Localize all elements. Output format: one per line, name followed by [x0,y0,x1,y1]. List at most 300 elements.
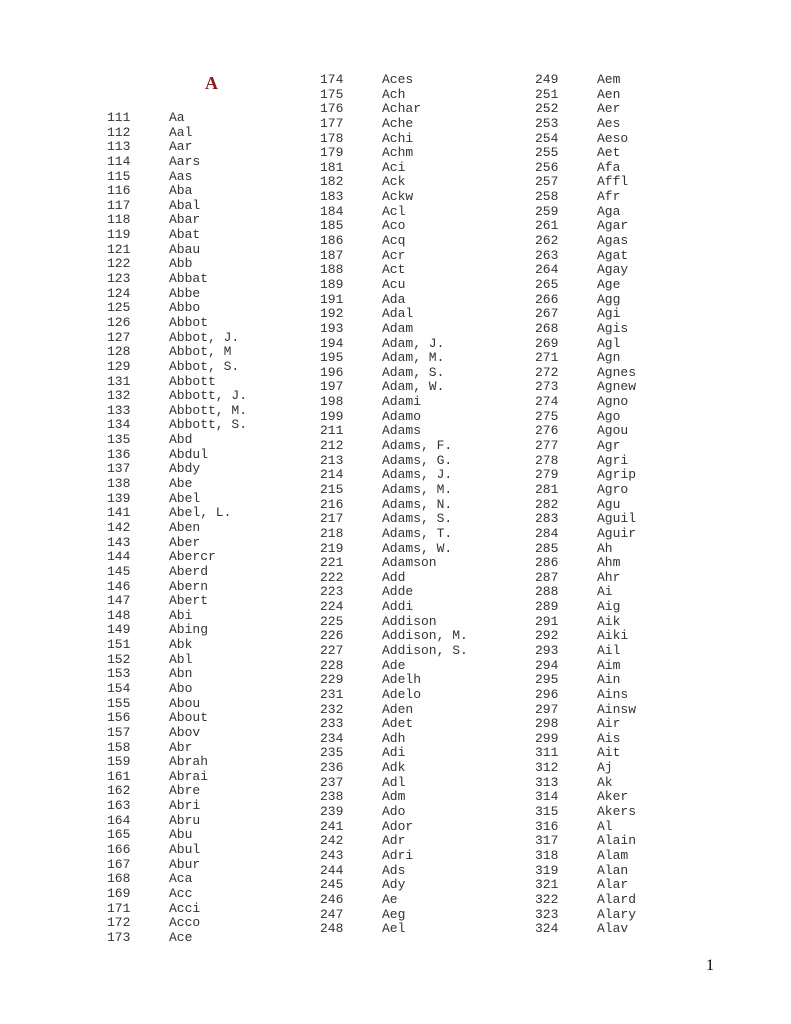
entry-name: Achi [382,130,414,146]
entry-name: Alard [597,891,637,907]
entry-name: Afa [597,159,621,175]
entry-number: 184 [320,203,344,219]
entry-name: Adam, S. [382,364,445,380]
index-entry [320,659,468,674]
index-entry [535,454,636,469]
index-entry [535,834,636,849]
index-entry [320,542,468,557]
entry-name: Adams, M. [382,481,453,497]
entry-number: 139 [107,490,131,506]
entry-number: 161 [107,768,131,784]
entry-name: Adamson [382,555,437,571]
entry-number: 173 [107,929,131,945]
entry-name: Aa [169,110,185,125]
entry-name: Addison, S. [382,642,468,658]
entry-number: 135 [107,432,131,448]
index-entry [320,337,468,352]
index-entry [107,170,247,185]
index-entry [535,117,636,132]
entry-name: Aca [169,871,193,887]
entry-number: 227 [320,642,344,658]
entry-name: Abrai [169,768,209,784]
entry-number: 251 [535,86,559,102]
entry-number: 113 [107,139,131,155]
entry-number: 264 [535,262,559,278]
entry-number: 231 [320,686,344,702]
entry-number: 116 [107,183,131,199]
entry-number: 153 [107,666,131,682]
index-entry [535,820,636,835]
entry-number: 269 [535,335,559,351]
entry-number: 119 [107,227,131,243]
index-entry [320,366,468,381]
index-entry [320,190,468,205]
entry-number: 314 [535,789,559,805]
index-entry [107,872,247,887]
entry-name: Agrip [597,467,637,483]
entry-name: Ainsw [597,701,637,717]
entry-number: 117 [107,197,131,213]
index-entry [535,410,636,425]
entry-number: 232 [320,701,344,717]
index-entry [320,219,468,234]
entry-number: 257 [535,174,559,190]
index-entry [535,337,636,352]
entry-name: Aguir [597,525,637,541]
entry-name: Aars [169,153,201,169]
index-entry [107,521,247,536]
index-entry [107,155,247,170]
entry-name: Abau [169,241,201,257]
entry-number: 152 [107,651,131,667]
entry-name: Abal [169,197,201,213]
index-entry [320,571,468,586]
entry-name: Alary [597,906,637,922]
entry-name: Abu [169,827,193,843]
index-entry [107,565,247,580]
entry-number: 177 [320,115,344,131]
entry-name: Abbot, M [169,344,232,360]
entry-number: 183 [320,189,344,205]
entry-name: Ais [597,730,621,746]
index-entry [107,741,247,756]
index-entry [535,249,636,264]
entry-name: Acco [169,915,201,931]
entry-name: Achar [382,101,422,117]
entry-name: Aem [597,72,621,87]
entry-name: Acr [382,247,406,263]
entry-name: Ada [382,291,406,307]
entry-number: 243 [320,847,344,863]
entry-name: Aj [597,760,613,776]
entry-name: Al [597,818,613,834]
entry-name: Ahm [597,555,621,571]
index-entry [320,117,468,132]
entry-number: 188 [320,262,344,278]
entry-number: 242 [320,833,344,849]
entry-number: 148 [107,607,131,623]
entry-number: 182 [320,174,344,190]
entry-number: 321 [535,877,559,893]
entry-name: Acu [382,276,406,292]
index-entry [535,717,636,732]
entry-name: Aes [597,115,621,131]
index-entry [535,395,636,410]
index-entry [320,673,468,688]
entry-name: Aim [597,657,621,673]
entry-number: 127 [107,329,131,345]
entry-number: 316 [535,818,559,834]
entry-name: Abru [169,812,201,828]
entry-number: 315 [535,804,559,820]
entry-number: 323 [535,906,559,922]
entry-number: 171 [107,900,131,916]
entry-number: 255 [535,145,559,161]
entry-number: 237 [320,774,344,790]
index-entry [535,922,636,937]
index-entry [535,908,636,923]
entry-name: Abbott [169,373,216,389]
entry-name: Aer [597,101,621,117]
entry-name: Ace [169,929,193,945]
entry-name: Alain [597,833,637,849]
entry-number: 324 [535,921,559,937]
entry-number: 219 [320,540,344,556]
entry-name: Agno [597,394,629,410]
index-entry [320,615,468,630]
entry-number: 276 [535,423,559,439]
entry-number: 132 [107,388,131,404]
entry-name: Ador [382,818,414,834]
entry-number: 211 [320,423,344,439]
index-entry [535,234,636,249]
entry-number: 239 [320,804,344,820]
entry-number: 198 [320,394,344,410]
entry-name: Adal [382,306,414,322]
index-entry [107,682,247,697]
index-entry [535,556,636,571]
entry-name: Ael [382,921,406,937]
entry-number: 176 [320,101,344,117]
entry-name: Akers [597,804,637,820]
entry-number: 296 [535,686,559,702]
entry-name: Agou [597,423,629,439]
entry-name: Abbe [169,285,201,301]
entry-number: 228 [320,657,344,673]
index-entry [320,849,468,864]
entry-number: 236 [320,760,344,776]
entry-name: Abi [169,607,193,623]
entry-name: Acc [169,885,193,901]
entry-number: 129 [107,358,131,374]
entry-name: Alav [597,921,629,937]
entry-number: 221 [320,555,344,571]
entry-number: 143 [107,534,131,550]
entry-name: Aben [169,519,201,535]
entry-number: 279 [535,467,559,483]
entry-number: 138 [107,476,131,492]
entry-number: 118 [107,212,131,228]
index-entry [320,644,468,659]
entry-number: 189 [320,276,344,292]
entry-name: Agnes [597,364,637,380]
entry-number: 271 [535,350,559,366]
index-entry [320,498,468,513]
entry-name: Abbot, S. [169,358,240,374]
entry-name: Agu [597,496,621,512]
entry-number: 174 [320,72,344,87]
entry-name: Acq [382,233,406,249]
entry-number: 192 [320,306,344,322]
entry-number: 311 [535,745,559,761]
entry-name: Adri [382,847,414,863]
entry-number: 283 [535,511,559,527]
index-entry [535,849,636,864]
entry-number: 154 [107,680,131,696]
entry-name: Abe [169,476,193,492]
entry-number: 169 [107,885,131,901]
index-entry [320,293,468,308]
entry-name: Afr [597,189,621,205]
index-entry [320,88,468,103]
entry-number: 233 [320,716,344,732]
index-entry [107,345,247,360]
entry-number: 235 [320,745,344,761]
index-entry [107,858,247,873]
entry-name: Abel [169,490,201,506]
index-entry [320,512,468,527]
index-entry [107,433,247,448]
index-entry [320,161,468,176]
entry-name: Addi [382,599,414,615]
index-entry [320,234,468,249]
index-entry [107,726,247,741]
index-entry [107,667,247,682]
entry-number: 223 [320,584,344,600]
entry-number: 168 [107,871,131,887]
index-entry [535,542,636,557]
index-entry [320,922,468,937]
index-entry [107,257,247,272]
entry-name: Adelo [382,686,422,702]
entry-number: 186 [320,233,344,249]
entry-name: Agg [597,291,621,307]
page-number: 1 [706,957,714,974]
index-entry [107,448,247,463]
entry-name: Ains [597,686,629,702]
index-entry [320,600,468,615]
index-entry [535,776,636,791]
index-entry [535,132,636,147]
index-entry [107,828,247,843]
entry-name: Ackw [382,189,414,205]
index-entry [320,820,468,835]
entry-number: 312 [535,760,559,776]
index-entry [320,424,468,439]
entry-number: 244 [320,862,344,878]
index-entry [320,864,468,879]
entry-number: 193 [320,320,344,336]
entry-name: Ait [597,745,621,761]
index-entry [107,316,247,331]
entry-number: 313 [535,774,559,790]
entry-number: 216 [320,496,344,512]
index-entry [535,615,636,630]
entry-number: 141 [107,505,131,521]
entry-number: 162 [107,783,131,799]
index-entry [535,498,636,513]
index-entry [107,140,247,155]
entry-name: Age [597,276,621,292]
index-entry [107,931,247,946]
entry-number: 112 [107,124,131,140]
entry-number: 274 [535,394,559,410]
entry-name: Aen [597,86,621,102]
index-entry [320,717,468,732]
index-entry [107,550,247,565]
section-heading: A [205,73,218,93]
entry-name: Agis [597,320,629,336]
index-entry [535,483,636,498]
index-entry [320,307,468,322]
entry-number: 278 [535,452,559,468]
index-entry [107,887,247,902]
entry-name: Abbott, M. [169,402,248,418]
entry-name: Agr [597,438,621,454]
entry-number: 172 [107,915,131,931]
entry-number: 247 [320,906,344,922]
entry-name: Abou [169,695,201,711]
entry-name: Aeso [597,130,629,146]
entry-number: 126 [107,314,131,330]
entry-name: Abl [169,651,193,667]
entry-number: 266 [535,291,559,307]
entry-name: Abo [169,680,193,696]
entry-name: Abd [169,432,193,448]
entry-name: Adde [382,584,414,600]
index-entry [107,711,247,726]
entry-number: 297 [535,701,559,717]
entry-name: Ae [382,891,398,907]
entry-name: Add [382,569,406,585]
entry-number: 145 [107,563,131,579]
index-entry [535,88,636,103]
entry-name: Adami [382,394,422,410]
index-entry [107,843,247,858]
entry-name: Ack [382,174,406,190]
entry-number: 224 [320,599,344,615]
entry-name: Adl [382,774,406,790]
index-entry [535,424,636,439]
index-entry [535,527,636,542]
entry-number: 166 [107,842,131,858]
entry-number: 121 [107,241,131,257]
entry-name: Agnew [597,379,637,395]
entry-number: 289 [535,599,559,615]
index-entry [320,410,468,425]
entry-name: Abbot [169,314,209,330]
index-entry [107,111,247,126]
entry-name: Adet [382,716,414,732]
index-entry [320,132,468,147]
entry-number: 133 [107,402,131,418]
index-entry [535,790,636,805]
entry-number: 249 [535,72,559,87]
index-entry [320,395,468,410]
entry-number: 246 [320,891,344,907]
index-entry [107,331,247,346]
entry-name: Ak [597,774,613,790]
index-entry [107,360,247,375]
entry-number: 259 [535,203,559,219]
index-entry [107,506,247,521]
index-entry [535,878,636,893]
entry-name: Adh [382,730,406,746]
entry-number: 241 [320,818,344,834]
entry-number: 212 [320,438,344,454]
index-entry [107,755,247,770]
entry-number: 234 [320,730,344,746]
entry-number: 194 [320,335,344,351]
entry-number: 175 [320,86,344,102]
index-entry [107,594,247,609]
entry-number: 263 [535,247,559,263]
entry-number: 181 [320,159,344,175]
entry-name: Adams, G. [382,452,453,468]
entry-name: Abel, L. [169,505,232,521]
index-entry [535,512,636,527]
index-entry [535,366,636,381]
entry-name: Abern [169,578,209,594]
entry-number: 317 [535,833,559,849]
entry-number: 157 [107,724,131,740]
entry-name: Abul [169,842,201,858]
index-column-3 [535,73,636,937]
entry-name: Agas [597,233,629,249]
entry-number: 196 [320,364,344,380]
entry-number: 268 [535,320,559,336]
index-entry [535,659,636,674]
index-entry [107,184,247,199]
index-entry [535,571,636,586]
entry-name: Abing [169,622,209,638]
entry-name: Act [382,262,406,278]
index-entry [107,389,247,404]
entry-number: 179 [320,145,344,161]
entry-number: 295 [535,672,559,688]
entry-name: Ahr [597,569,621,585]
entry-number: 144 [107,549,131,565]
entry-number: 215 [320,481,344,497]
index-entry [535,761,636,776]
entry-name: Adams, T. [382,525,453,541]
entry-name: Adam, M. [382,350,445,366]
entry-name: Ago [597,408,621,424]
entry-name: Alar [597,877,629,893]
entry-name: About [169,710,209,726]
entry-name: Agat [597,247,629,263]
entry-number: 146 [107,578,131,594]
entry-number: 137 [107,461,131,477]
entry-name: Abbott, S. [169,417,248,433]
index-entry [107,770,247,785]
entry-name: Adi [382,745,406,761]
index-entry [535,673,636,688]
entry-number: 284 [535,525,559,541]
entry-name: Aet [597,145,621,161]
entry-number: 322 [535,891,559,907]
entry-name: Abert [169,593,209,609]
